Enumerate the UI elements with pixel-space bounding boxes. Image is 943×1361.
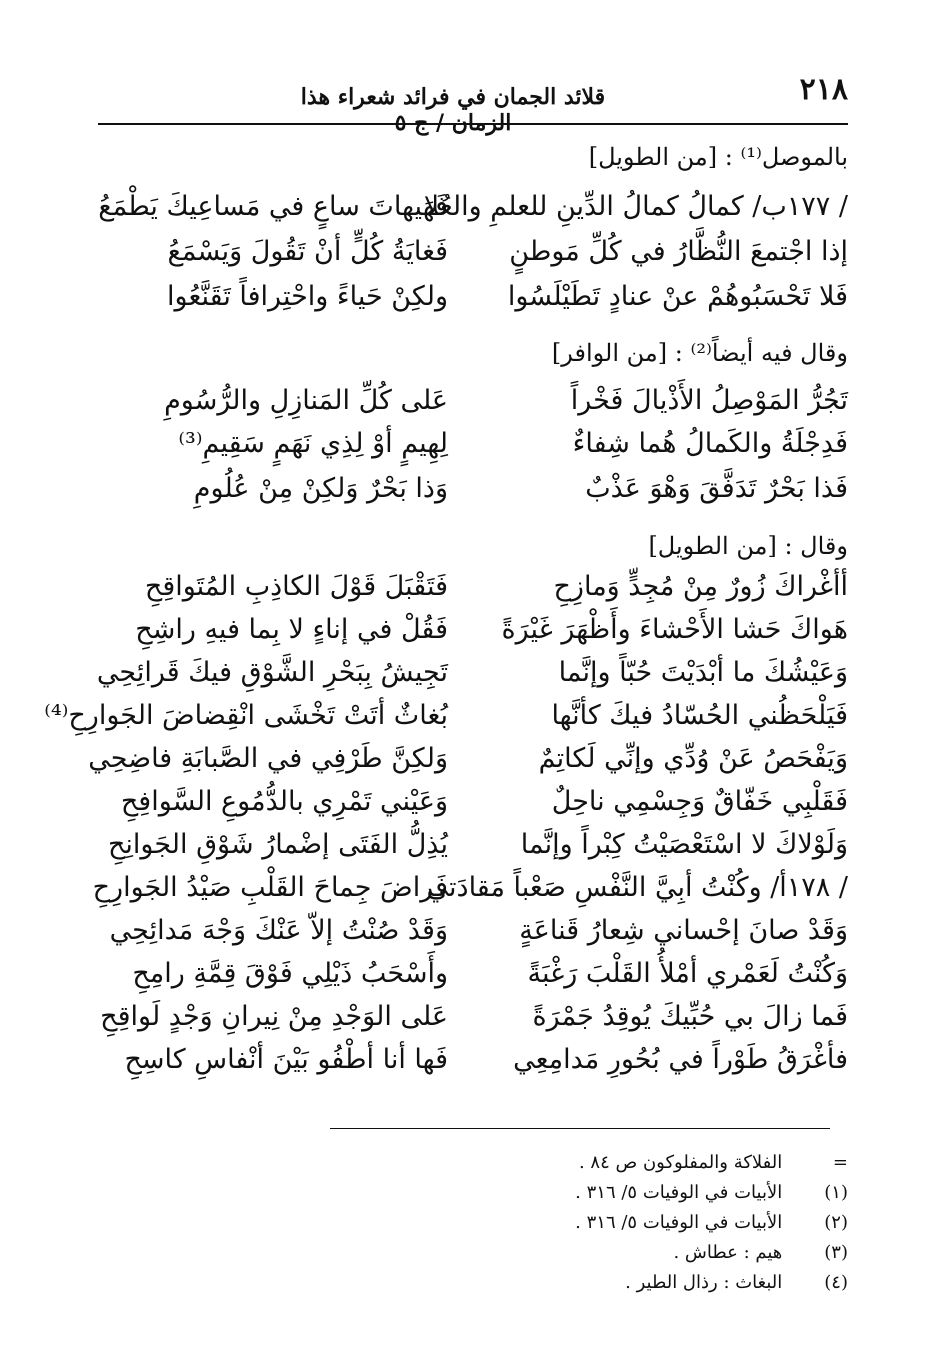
verse-second-hemistich: تَجِيشُ بِبَحْرِ الشَّوْقِ فيكَ قَرائِحِي (96, 657, 448, 688)
verse-second-hemistich: فَراضَ جِماحَ القَلْبِ صَيْدُ الجَوارِحِ (92, 872, 448, 903)
footnote-text: البغاث : رذال الطير . (625, 1272, 783, 1293)
footnote-number: (١) (824, 1182, 848, 1203)
verse-first-hemistich: فَدِجْلَةُ والكَمالُ هُما شِفاءٌ (572, 428, 848, 459)
verse-second-hemistich: فَغايَةُ كُلٍّ أنْ تَقُولَ وَيَسْمَعُ (167, 236, 448, 267)
verse-second-hemistich: وَذا بَحْرٌ وَلكِنْ مِنْ عُلُومِ (193, 473, 448, 504)
verse-second-hemistich: ولكِنْ حَياءً واحْتِرافاً تَقَنَّعُوا (167, 281, 448, 312)
verse-first-hemistich: هَواكَ حَشا الأَحْشاءَ وأَظْهَرَ غَيْرَةً (501, 614, 848, 645)
section-intro: وقال : [من الطويل] (648, 532, 848, 560)
header-rule (98, 123, 848, 125)
footnote-text: الفلاكة والمفلوكون ص ٨٤ . (578, 1152, 783, 1173)
verse-first-hemistich: فَيَلْحَظُني الحُسّادُ فيكَ كأنَّها (551, 700, 848, 731)
footnote (575, 1212, 848, 1233)
verse-first-hemistich: وَقَدْ صانَ إحْساني شِعارُ قَناعَةٍ (519, 915, 848, 946)
footnote (673, 1242, 848, 1263)
verse-first-hemistich: إذا اجْتمعَ النُّظَّارُ في كُلِّ مَوطنٍ (509, 236, 848, 267)
verse-second-hemistich: يُذِلُّ الفَتَى إضْمارُ شَوْقِ الجَوانِحِ (107, 829, 448, 860)
footnote-text: الأبيات في الوفيات ٥/ ٣١٦ . (575, 1182, 783, 1203)
verse-first-hemistich: وَلَوْلاكَ لا اسْتَعْصَيْتُ كِبْراً وإنَّما (520, 829, 848, 860)
verse-second-hemistich: وَلكِنَّ طَرْفِي في الصَّبابَةِ فاضِحِي (88, 743, 448, 774)
verse-first-hemistich: / ١٧٨أ/ وكُنْتُ أبِيَّ النَّفْسِ صَعْباً مَقادَتي (426, 872, 848, 903)
footnote-number: (٣) (824, 1242, 848, 1263)
verse-first-hemistich: فَقَلْبِي خَفّاقٌ وَجِسْمِي ناحِلٌ (551, 786, 848, 817)
verse-first-hemistich: فأغْرَقُ طَوْراً في بُحُورِ مَدامِعِي (513, 1044, 848, 1075)
page-number: ٢١٨ (799, 72, 848, 107)
verse-second-hemistich: فَقُلْ في إناءٍ لا بِما فيهِ راشِحِ (135, 614, 448, 645)
verse-second-hemistich: وَعَيْني تَمْرِي بالدُّمُوعِ السَّوافِحِ (120, 786, 448, 817)
verse-second-hemistich: فَها أنا أطْفُو بَيْنَ أنْفاسِ كاسِحِ (124, 1044, 448, 1075)
verse-second-hemistich: عَلى كُلِّ المَنازِلِ والرُّسُومِ (164, 385, 448, 416)
footnote (575, 1182, 848, 1203)
footnote-number: (٤) (824, 1272, 848, 1293)
footnote-rule (330, 1128, 830, 1129)
footnote (579, 1152, 848, 1173)
verse-second-hemistich: لِهِيمٍ أوْ لِذِي نَهَمٍ سَقِيمِ⁽³⁾ (178, 428, 448, 459)
footnote-number: (٢) (824, 1212, 848, 1233)
verse-second-hemistich: فَهَيهاتَ ساعٍ في مَساعِيكَ يَطْمَعُ (98, 191, 448, 222)
verse-second-hemistich: عَلى الوَجْدِ مِنْ نِيرانِ وَجْدٍ لَواقِحِ (100, 1001, 448, 1032)
verse-first-hemistich: وَعَيْشُكَ ما أبْدَيْتَ حُبّاً وإنَّما (558, 657, 848, 688)
verse-first-hemistich: وَكُنْتُ لَعَمْري أمْلأُ القَلْبَ رَغْبَةً (527, 958, 848, 989)
running-title: قلائد الجمان في فرائد شعراء هذا الزمان / ج ٥ (300, 84, 606, 136)
footnote (625, 1272, 848, 1293)
verse-first-hemistich: فَذا بَحْرٌ تَدَفَّقَ وَهْوَ عَذْبٌ (585, 473, 848, 504)
verse-second-hemistich: وَقَدْ صُنْتُ إلاّ عَنْكَ وَجْهَ مَدائِحِي (109, 915, 448, 946)
verse-first-hemistich: وَيَفْحَصُ عَنْ وُدِّي وإنِّي لَكاتِمٌ (538, 743, 848, 774)
page-header (98, 72, 848, 136)
footnote-text: الأبيات في الوفيات ٥/ ٣١٦ . (575, 1212, 783, 1233)
verse-first-hemistich: فَما زالَ بي حُبِّيكَ يُوقِدُ جَمْرَةً (532, 1001, 848, 1032)
footnote-number: = (832, 1152, 848, 1173)
verse-second-hemistich: وأَسْحَبُ ذَيْلِي فَوْقَ قِمَّةِ رامِحِ (132, 958, 448, 989)
verse-first-hemistich: / ١٧٧ب/ كمالُ كمالُ الدِّينِ للعلمِ والعُلا (423, 191, 848, 222)
verse-second-hemistich: بُغاثٌ أتَتْ تَخْشَى انْقِضاضَ الجَوارِحِ⁽⁴⁾ (44, 700, 448, 731)
section-intro: بالموصل⁽¹⁾ : [من الطويل] (588, 143, 848, 171)
verse-first-hemistich: فَلا تَحْسَبُوهُمْ عنْ عنادٍ تَطَيْلَسُوا (507, 281, 848, 312)
verse-first-hemistich: تَجُرُّ المَوْصِلُ الأَذْيالَ فَخْراً (570, 385, 848, 416)
verse-second-hemistich: فَتَقْبَلَ قَوْلَ الكاذِبِ المُتَواقِحِ (144, 571, 448, 602)
verse-first-hemistich: أأغْراكَ زُورٌ مِنْ مُجِدٍّ وَمازِحِ (553, 571, 848, 602)
footnote-text: هيم : عطاش . (673, 1242, 783, 1263)
section-intro: وقال فيه أيضاً⁽²⁾ : [من الوافر] (551, 339, 848, 367)
